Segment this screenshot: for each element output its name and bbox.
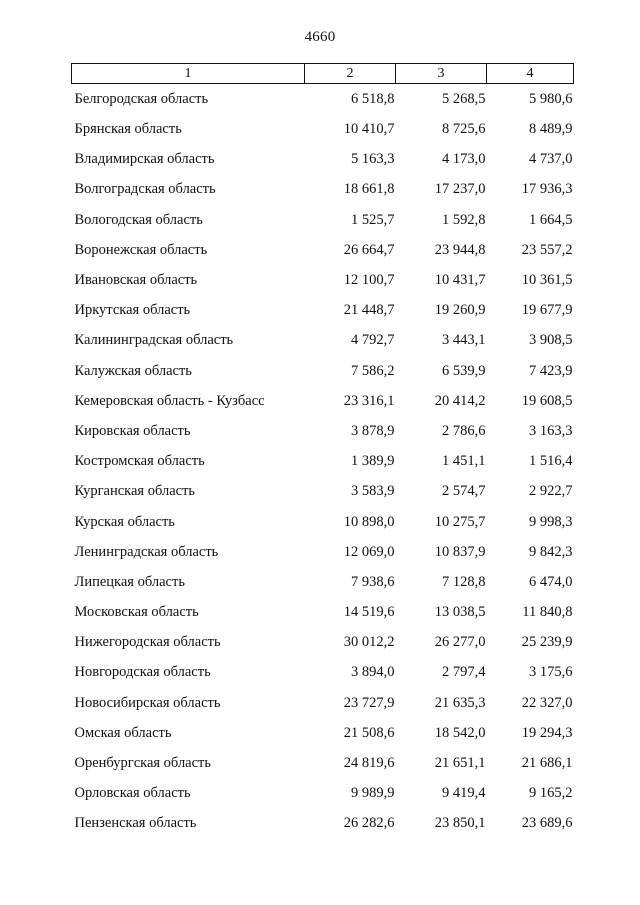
table-row	[72, 567, 574, 597]
table-row	[72, 325, 574, 355]
region-name-cell: Омская область	[74, 724, 172, 741]
region-name-cell: Иркутская область	[74, 302, 191, 319]
table-row	[72, 416, 574, 446]
region-name-cell: Московская область	[74, 604, 199, 621]
value-cell-col4: 19 677,9	[521, 302, 573, 319]
value-cell-col3: 23 850,1	[434, 815, 486, 832]
value-cell-col2: 30 012,2	[343, 634, 395, 651]
region-name-cell: Костромская область	[74, 453, 205, 470]
table-row	[72, 446, 574, 476]
value-cell-col4: 9 998,3	[529, 513, 573, 530]
value-cell-col3: 18 542,0	[434, 724, 486, 741]
region-name-cell: Новгородская область	[74, 664, 211, 681]
value-cell-col2: 26 664,7	[343, 241, 395, 258]
table-row	[72, 718, 574, 748]
value-cell-col3: 10 275,7	[434, 513, 486, 530]
value-cell-col2: 7 586,2	[351, 362, 395, 379]
table-row	[72, 597, 574, 627]
value-cell-col2: 3 583,9	[351, 483, 395, 500]
region-name-cell: Владимирская область	[74, 151, 215, 168]
value-cell-col2: 14 519,6	[343, 604, 395, 621]
table-row	[72, 537, 574, 567]
value-cell-col3: 8 725,6	[442, 121, 486, 138]
region-name-cell: Новосибирская область	[74, 694, 221, 711]
region-name-cell: Калужская область	[74, 362, 192, 379]
table-row	[72, 657, 574, 687]
region-name-cell: Ивановская область	[74, 272, 198, 289]
table-row	[72, 748, 574, 778]
region-name-cell: Кировская область	[74, 422, 191, 439]
table-row	[72, 808, 574, 838]
region-name-cell: Воронежская область	[74, 241, 208, 258]
value-cell-col2: 5 163,3	[351, 151, 395, 168]
table-row	[72, 476, 574, 506]
value-cell-col4: 3 908,5	[529, 332, 573, 349]
column-header-4: 4	[487, 64, 574, 84]
value-cell-col4: 1 516,4	[529, 453, 573, 470]
table-row	[72, 205, 574, 235]
value-cell-col4: 23 689,6	[521, 815, 573, 832]
value-cell-col2: 9 989,9	[351, 785, 395, 802]
value-cell-col4: 6 474,0	[529, 573, 573, 590]
value-cell-col4: 7 423,9	[529, 362, 573, 379]
value-cell-col2: 24 819,6	[343, 755, 395, 772]
value-cell-col3: 20 414,2	[434, 392, 486, 409]
region-name-cell: Липецкая область	[74, 573, 185, 590]
value-cell-col2: 1 525,7	[351, 211, 395, 228]
value-cell-col3: 26 277,0	[434, 634, 486, 651]
region-name-cell: Волгоградская область	[74, 181, 216, 198]
value-cell-col2: 6 518,8	[351, 91, 395, 107]
value-cell-col3: 1 592,8	[442, 211, 486, 228]
header-row	[72, 64, 574, 84]
value-cell-col3: 17 237,0	[434, 181, 486, 198]
value-cell-col2: 3 894,0	[351, 664, 395, 681]
value-cell-col4: 4 737,0	[529, 151, 573, 168]
value-cell-col4: 10 361,5	[521, 272, 573, 289]
value-cell-col3: 2 786,6	[442, 422, 486, 439]
value-cell-col4: 11 840,8	[522, 604, 573, 621]
value-cell-col3: 3 443,1	[442, 332, 486, 349]
value-cell-col4: 1 664,5	[529, 211, 573, 228]
value-cell-col4: 19 294,3	[521, 724, 573, 741]
value-cell-col3: 2 797,4	[442, 664, 486, 681]
value-cell-col3: 4 173,0	[442, 151, 486, 168]
table-row	[72, 84, 574, 115]
value-cell-col2: 18 661,8	[343, 181, 395, 198]
table-row	[72, 386, 574, 416]
value-cell-col2: 26 282,6	[343, 815, 395, 832]
region-name-cell: Белгородская область	[74, 91, 209, 107]
value-cell-col4: 19 608,5	[521, 392, 573, 409]
table-row	[72, 688, 574, 718]
table-row	[72, 295, 574, 325]
value-cell-col2: 21 508,6	[343, 724, 395, 741]
value-cell-col2: 21 448,7	[343, 302, 395, 319]
table-row	[72, 627, 574, 657]
region-name-cell: Нижегородская область	[74, 634, 221, 651]
value-cell-col4: 3 175,6	[529, 664, 573, 681]
value-cell-col3: 10 431,7	[434, 272, 486, 289]
value-cell-col4: 9 842,3	[529, 543, 573, 560]
region-name-cell: Брянская область	[74, 121, 182, 138]
table-row	[72, 356, 574, 386]
value-cell-col3: 6 539,9	[442, 362, 486, 379]
value-cell-col3: 21 635,3	[434, 694, 486, 711]
region-name-cell: Орловская область	[74, 785, 191, 802]
value-cell-col2: 7 938,6	[351, 573, 395, 590]
data-table	[71, 63, 574, 839]
region-name-cell: Пензенская область	[74, 815, 197, 832]
value-cell-col4: 8 489,9	[529, 121, 573, 138]
table-row	[72, 235, 574, 265]
table-header	[72, 64, 574, 84]
region-name-cell: Кемеровская область - Кузбасс	[74, 392, 265, 409]
column-header-3: 3	[396, 64, 487, 84]
region-name-cell: Оренбургская область	[74, 755, 212, 772]
value-cell-col3: 19 260,9	[434, 302, 486, 319]
value-cell-col4: 9 165,2	[529, 785, 573, 802]
table-row	[72, 778, 574, 808]
region-name-cell: Ленинградская область	[74, 543, 219, 560]
region-name-cell: Курганская область	[74, 483, 196, 500]
value-cell-col2: 12 100,7	[343, 272, 395, 289]
value-cell-col2: 1 389,9	[351, 453, 395, 470]
value-cell-col4: 3 163,3	[529, 422, 573, 439]
table-body	[72, 84, 574, 839]
value-cell-col4: 23 557,2	[521, 241, 573, 258]
region-name-cell: Калининградская область	[74, 332, 234, 349]
value-cell-col3: 5 268,5	[442, 91, 486, 107]
value-cell-col4: 2 922,7	[529, 483, 573, 500]
table-row	[72, 114, 574, 144]
value-cell-col2: 23 316,1	[343, 392, 395, 409]
value-cell-col3: 13 038,5	[434, 604, 486, 621]
table-row	[72, 174, 574, 204]
column-header-1: 1	[72, 64, 305, 84]
table-row	[72, 144, 574, 174]
value-cell-col2: 23 727,9	[343, 694, 395, 711]
page-number: 4660	[304, 29, 336, 45]
value-cell-col2: 4 792,7	[351, 332, 395, 349]
value-cell-col2: 12 069,0	[343, 543, 395, 560]
value-cell-col4: 5 980,6	[529, 91, 573, 107]
table-row	[72, 265, 574, 295]
column-header-2: 2	[305, 64, 396, 84]
value-cell-col3: 2 574,7	[442, 483, 486, 500]
value-cell-col4: 25 239,9	[521, 634, 573, 651]
value-cell-col3: 9 419,4	[442, 785, 486, 802]
value-cell-col3: 7 128,8	[442, 573, 486, 590]
value-cell-col3: 21 651,1	[434, 755, 486, 772]
value-cell-col4: 17 936,3	[521, 181, 573, 198]
value-cell-col2: 10 410,7	[343, 121, 395, 138]
value-cell-col3: 1 451,1	[442, 453, 486, 470]
region-name-cell: Курская область	[74, 513, 175, 530]
value-cell-col2: 10 898,0	[343, 513, 395, 530]
region-name-cell: Вологодская область	[74, 211, 203, 228]
value-cell-col3: 10 837,9	[434, 543, 486, 560]
value-cell-col4: 22 327,0	[521, 694, 573, 711]
value-cell-col2: 3 878,9	[351, 422, 395, 439]
table-row	[72, 506, 574, 536]
value-cell-col4: 21 686,1	[521, 755, 573, 772]
value-cell-col3: 23 944,8	[434, 241, 486, 258]
